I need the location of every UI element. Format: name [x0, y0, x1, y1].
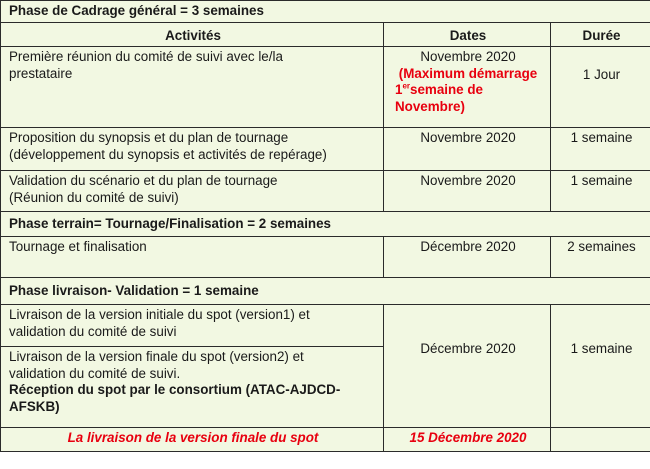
final-delivery-row: [1, 428, 650, 452]
empty-cell: [551, 428, 650, 452]
activity-text: Validation du scénario et du plan de tournage: [9, 173, 278, 188]
duration-cell: 1 semaine: [551, 128, 650, 171]
activity-text: validation du comité de suivi: [9, 323, 177, 339]
column-header-activities: Activités: [1, 22, 384, 47]
activity-text: AFSKB): [9, 398, 60, 414]
header-row: [1, 22, 650, 47]
column-header-duration: Durée: [551, 22, 650, 47]
date-cell: [384, 47, 551, 128]
date-note: (Maximum démarrage: [398, 65, 538, 81]
activity-text: Livraison de la version finale du spot (version2) et: [9, 349, 304, 364]
activity-text: Proposition du synopsis et du plan de tournage: [9, 130, 289, 145]
date-cell: Décembre 2020: [384, 305, 551, 428]
date-cell: Décembre 2020: [384, 237, 551, 278]
phase-title-terrain: Phase terrain= Tournage/Finalisation = 2 semaines: [1, 212, 650, 237]
activity-cell: [1, 128, 384, 171]
phase-row-cadrage: [1, 1, 650, 23]
table-row: [1, 237, 650, 278]
phase-title-cadrage: Phase de Cadrage général = 3 semaines: [1, 1, 650, 23]
activity-cell: Tournage et finalisation: [1, 237, 384, 278]
activity-cell: [1, 47, 384, 128]
column-header-dates: Dates: [384, 22, 551, 47]
activity-text: prestataire: [9, 65, 73, 81]
activity-text: Livraison de la version initiale du spot (version1) et: [9, 307, 310, 322]
phase-title-livraison: Phase livraison- Validation = 1 semaine: [1, 278, 650, 305]
date-cell: Novembre 2020: [384, 128, 551, 171]
duration-cell: 1 semaine: [551, 171, 650, 212]
final-delivery-label: La livraison de la version finale du spot: [1, 428, 384, 452]
activity-text: (développement du synopsis et activités de repérage): [9, 146, 327, 162]
date-text: Novembre 2020: [420, 49, 516, 64]
activity-cell: [1, 347, 384, 428]
activity-text: Première réunion du comité de suivi avec le/la: [9, 49, 283, 64]
phase-row-terrain: [1, 212, 650, 237]
date-cell: Novembre 2020: [384, 171, 551, 212]
activity-cell: [1, 171, 384, 212]
date-note: Novembre): [395, 98, 465, 114]
duration-cell: 1 semaine: [551, 305, 650, 428]
table-row: [1, 128, 650, 171]
activity-text: validation du comité de suivi.: [9, 365, 181, 381]
activity-text: (Réunion du comité de suivi): [9, 189, 179, 205]
phase-row-livraison: [1, 278, 650, 305]
table-row: [1, 171, 650, 212]
date-note: 1ersemaine de: [395, 81, 483, 97]
activity-text: Réception du spot par le consortium (ATAC-AJDCD-: [9, 382, 341, 397]
table-row: [1, 305, 650, 347]
table-row: [1, 47, 650, 128]
activity-cell: [1, 305, 384, 347]
final-delivery-date: 15 Décembre 2020: [384, 428, 551, 452]
duration-cell: 2 semaines: [551, 237, 650, 278]
duration-cell: 1 Jour: [551, 47, 650, 128]
